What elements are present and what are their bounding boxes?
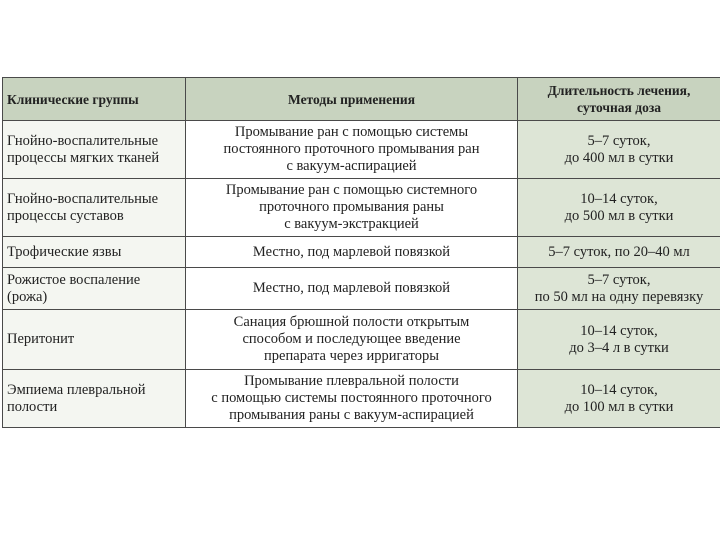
clinical-group-cell: [3, 310, 186, 370]
cell-line: Местно, под марлевой повязкой: [252, 243, 451, 260]
table-row: [3, 268, 720, 310]
cell-line: Эмпиема плевральной: [7, 381, 146, 398]
cell-line: с вакуум-аспирацией: [286, 158, 417, 174]
method-cell: [186, 237, 518, 268]
duration-cell: [518, 268, 720, 310]
cell-line: постоянного проточного промывания ран: [223, 141, 480, 157]
cell-line: Гнойно-воспалительные: [7, 190, 159, 207]
header-methods: Методы применения: [186, 78, 518, 121]
clinical-group-cell: [3, 237, 186, 268]
cell-line: процессы суставов: [7, 207, 124, 224]
cell-line: 10–14 суток,: [580, 322, 658, 339]
cell-line: Промывание ран с помощью системы: [234, 124, 469, 140]
cell-line: полости: [7, 398, 58, 415]
duration-cell: [518, 121, 720, 179]
cell-line: до 100 мл в сутки: [564, 398, 674, 415]
method-cell: [186, 268, 518, 310]
cell-line: (рожа): [7, 288, 48, 305]
clinical-group-cell: [3, 370, 186, 428]
cell-line: по 50 мл на одну перевязку: [534, 288, 704, 305]
cell-line: Санация брюшной полости открытым: [233, 314, 470, 330]
table-row: [3, 121, 720, 179]
cell-line: до 500 мл в сутки: [564, 207, 674, 224]
cell-line: Рожистое воспаление: [7, 271, 141, 288]
cell-line: 10–14 суток,: [580, 190, 658, 207]
duration-cell: [518, 310, 720, 370]
cell-line: 5–7 суток,: [587, 132, 651, 149]
cell-line: 5–7 суток, по 20–40 мл: [548, 243, 690, 260]
table-row: [3, 237, 720, 268]
header-duration-line: суточная доза: [577, 100, 661, 115]
cell-line: Гнойно-воспалительные: [7, 132, 159, 149]
cell-line: с помощью системы постоянного проточного: [211, 390, 492, 406]
cell-line: 10–14 суток,: [580, 381, 658, 398]
cell-line: Перитонит: [7, 331, 75, 347]
cell-line: проточного промывания раны: [259, 199, 444, 215]
method-cell: [186, 121, 518, 179]
table-row: [3, 179, 720, 237]
method-cell: [186, 179, 518, 237]
header-duration-line: Длительность лечения,: [547, 83, 691, 98]
table-row: [3, 310, 720, 370]
cell-line: до 3–4 л в сутки: [569, 339, 669, 356]
cell-line: до 400 мл в сутки: [564, 149, 674, 166]
duration-cell: [518, 179, 720, 237]
cell-line: процессы мягких тканей: [7, 149, 160, 166]
header-clinical-groups: Клинические группы: [3, 78, 186, 121]
clinical-group-cell: [3, 268, 186, 310]
clinical-group-cell: [3, 179, 186, 237]
cell-line: способом и последующее введение: [242, 331, 461, 347]
cell-line: Местно, под марлевой повязкой: [252, 280, 451, 296]
treatment-table: [2, 77, 720, 428]
cell-line: 5–7 суток,: [587, 271, 651, 288]
duration-cell: [518, 370, 720, 428]
method-cell: [186, 310, 518, 370]
table-row: [3, 370, 720, 428]
method-cell: [186, 370, 518, 428]
cell-line: Промывание ран с помощью системного: [225, 182, 478, 198]
header-duration: [518, 78, 720, 121]
cell-line: Промывание плевральной полости: [244, 373, 459, 389]
cell-line: с вакуум-экстракцией: [284, 216, 419, 232]
clinical-group-cell: [3, 121, 186, 179]
duration-cell: [518, 237, 720, 268]
table-header-row: [3, 78, 720, 121]
cell-line: Трофические язвы: [7, 243, 122, 260]
cell-line: препарата через ирригаторы: [264, 348, 439, 364]
cell-line: промывания раны с вакуум-аспирацией: [229, 407, 474, 423]
